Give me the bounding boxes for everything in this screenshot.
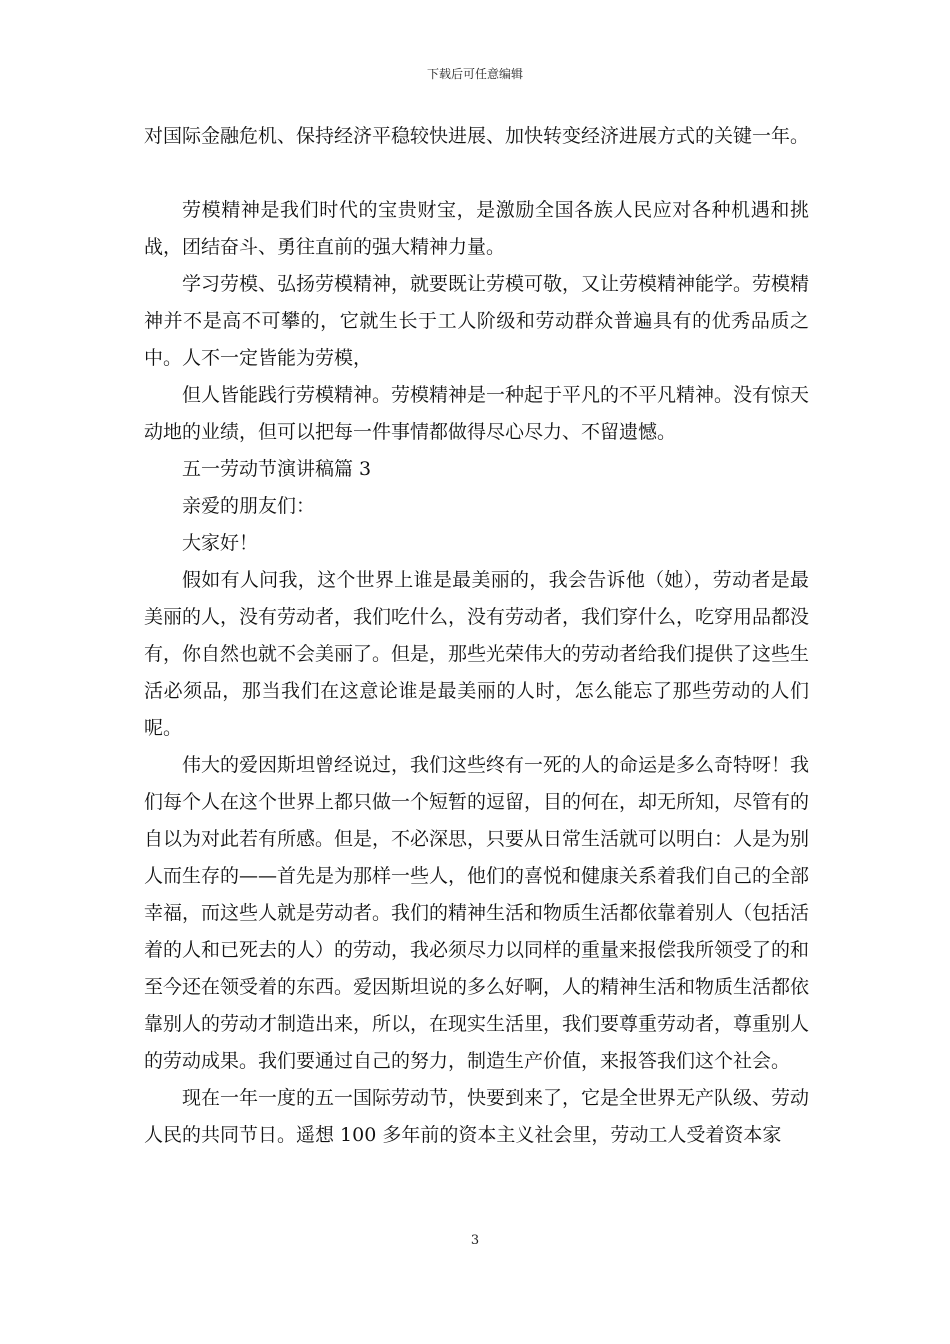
paragraph: 劳模精神是我们时代的宝贵财宝，是激励全国各族人民应对各种机遇和挑战，团结奋斗、勇往直前的强大精神力量。: [144, 199, 809, 258]
paragraph: 对国际金融危机、保持经济平稳较快进展、加快转变经济进展方式的关键一年。: [144, 125, 810, 147]
document-body: [144, 118, 809, 1154]
paragraph: 但人皆能践行劳模精神。劳模精神是一种起于平凡的不平凡精神。没有惊天动地的业绩，但可以把每一件事情都做得尽心尽力、不留遗憾。: [144, 384, 810, 443]
paragraph: 假如有人问我，这个世界上谁是最美丽的，我会告诉他（她），劳动者是最美丽的人，没有劳动者，我们吃什么，没有劳动者，我们穿什么，吃穿用品都没有，你自然也就不会美丽了。但是，那些光荣伟大的劳动者给我们提供了这些生活必须品，那当我们在这意论谁是最美丽的人时，怎么能忘了那些劳动的人们呢。: [144, 569, 810, 739]
section-heading: 五一劳动节演讲稿篇 3: [182, 458, 372, 480]
page-number: 3: [470, 1233, 480, 1248]
paragraph: 现在一年一度的五一国际劳动节，快要到来了，它是全世界无产队级、劳动人民的共同节日。遥想 100 多年前的资本主义社会里，劳动工人受着资本家: [144, 1087, 810, 1146]
paragraph: 学习劳模、弘扬劳模精神，就要既让劳模可敬，又让劳模精神能学。劳模精神并不是高不可攀的，它就生长于工人阶级和劳动群众普遍具有的优秀品质之中。人不一定皆能为劳模，: [144, 273, 810, 369]
header-text: 下载后可任意编辑: [426, 67, 523, 81]
page-header: [0, 66, 950, 82]
page-footer: [0, 1233, 950, 1249]
paragraph: 伟大的爱因斯坦曾经说过，我们这些终有一死的人的命运是多么奇特呀！我们每个人在这个世界上都只做一个短暂的逗留，目的何在，却无所知，尽管有的自以为对此若有所感。但是，不必深思，只要从日常生活就可以明白：人是为别人而生存的——首先是为那样一些人，他们的喜悦和健康关系着我们自己的全部幸福，而这些人就是劳动者。我们的精神生活和物质生活都依靠着别人（包括活着的人和已死去的人）的劳动，我必须尽力以同样的重量来报偿我所领受了的和至今还在领受着的东西。爱因斯坦说的多么好啊，人的精神生活和物质生活都依靠别人的劳动才制造出来，所以，在现实生活里，我们要尊重劳动者，尊重别人的劳动成果。我们要通过自己的努力，制造生产价值，来报答我们这个社会。: [144, 754, 810, 1072]
salutation: 亲爱的朋友们：: [182, 495, 316, 517]
greeting: 大家好！: [182, 532, 259, 554]
